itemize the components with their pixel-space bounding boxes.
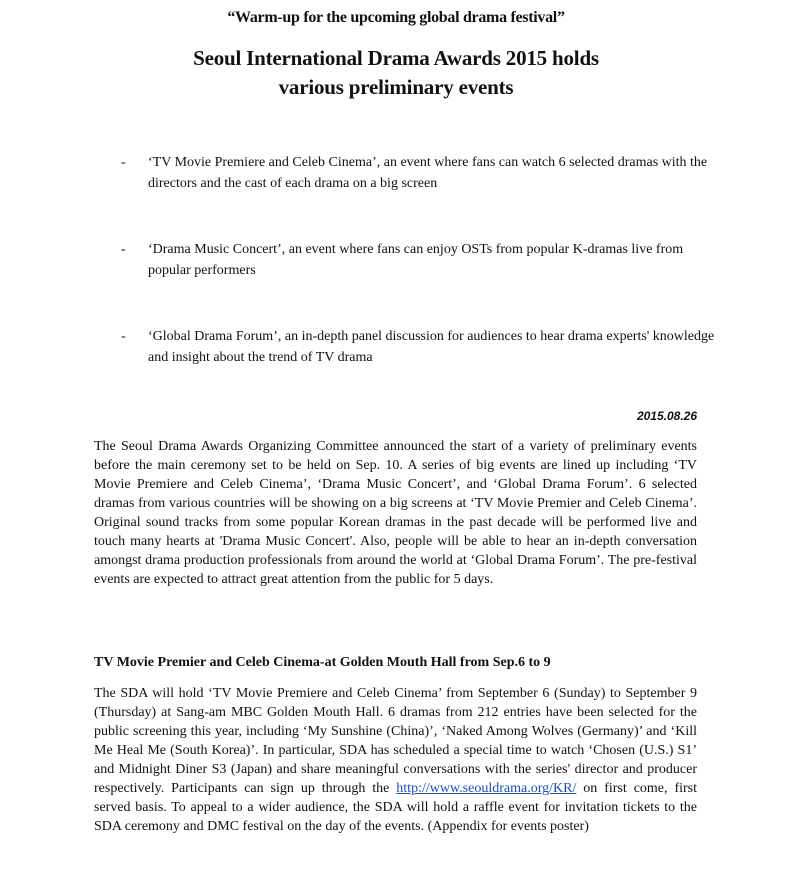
- bullet-dash: -: [121, 242, 126, 257]
- section-body-text: The SDA will hold ‘TV Movie Premiere and Celeb Cinema’ from September 6 (Sunday) to September 9 (Thursday) at Sang-am MBC Golden Mouth Hall. 6 dramas from 212 entries have been selected for the public screening this year, including ‘My Sunshine (China)’, ‘Naked Among Wolves (Germany)’ and ‘Kill Me Heal Me (South Korea)’. In particular, SDA has scheduled a special time to watch ‘Chosen (U.S.) S1’ and Midnight Diner S3 (Japan) and share meaningful conversations with the series' director and producer respectively. Participants can sign up through the: [94, 686, 697, 796]
- bullet-text: ‘Drama Music Concert’, an event where fans can enjoy OSTs from popular K-dramas live from popular performers: [148, 242, 684, 278]
- bullet-text: ‘TV Movie Premiere and Celeb Cinema’, an event where fans can watch 6 selected dramas with the directors and the cast of each drama on a big screen: [148, 155, 708, 191]
- title-line-2: various preliminary events: [278, 75, 514, 99]
- bullet-text: ‘Global Drama Forum’, an in-depth panel discussion for audiences to hear drama experts' knowledge and insight about the trend of TV drama: [148, 329, 715, 365]
- section-body: [94, 684, 697, 836]
- kicker: “Warm-up for the upcoming global drama festival”: [227, 9, 565, 26]
- list-item: [121, 152, 721, 194]
- bullet-dash: -: [121, 329, 126, 344]
- intro-paragraph: The Seoul Drama Awards Organizing Committee announced the start of a variety of preliminary events before the main ceremony set to be held on Sep. 10. A series of big events are lined up including ‘TV Movie Premiere and Celeb Cinema’, ‘Drama Music Concert’, and ‘Global Drama Forum’. 6 selected dramas from various countries will be showing on a big screens at ‘TV Movie Premier and Celeb Cinema’. Original sound tracks from some popular Korean dramas in the past decade will be performed live and touch many hearts at 'Drama Music Concert'. Also, people will be able to hear an in-depth conversation amongst drama production professionals from around the world at ‘Global Drama Forum’. The pre-festival events are expected to attract great attention from the public for 5 days.: [94, 439, 697, 587]
- release-date: 2015.08.26: [636, 409, 697, 423]
- section-heading: TV Movie Premier and Celeb Cinema-at Golden Mouth Hall from Sep.6 to 9: [94, 655, 551, 670]
- bullet-dash: -: [121, 155, 126, 170]
- website-link[interactable]: http://www.seouldrama.org/KR/: [396, 781, 577, 796]
- list-item: [121, 239, 721, 281]
- page-title: [0, 44, 792, 102]
- list-item: [121, 326, 721, 368]
- title-line-1: Seoul International Drama Awards 2015 holds: [193, 46, 599, 70]
- section-body-text-end: on first come, first served basis. To appeal to a wider audience, the SDA will hold a raffle event for invitation tickets to the SDA ceremony and DMC festival on the day of the events. (Appendix for events poster): [94, 781, 698, 834]
